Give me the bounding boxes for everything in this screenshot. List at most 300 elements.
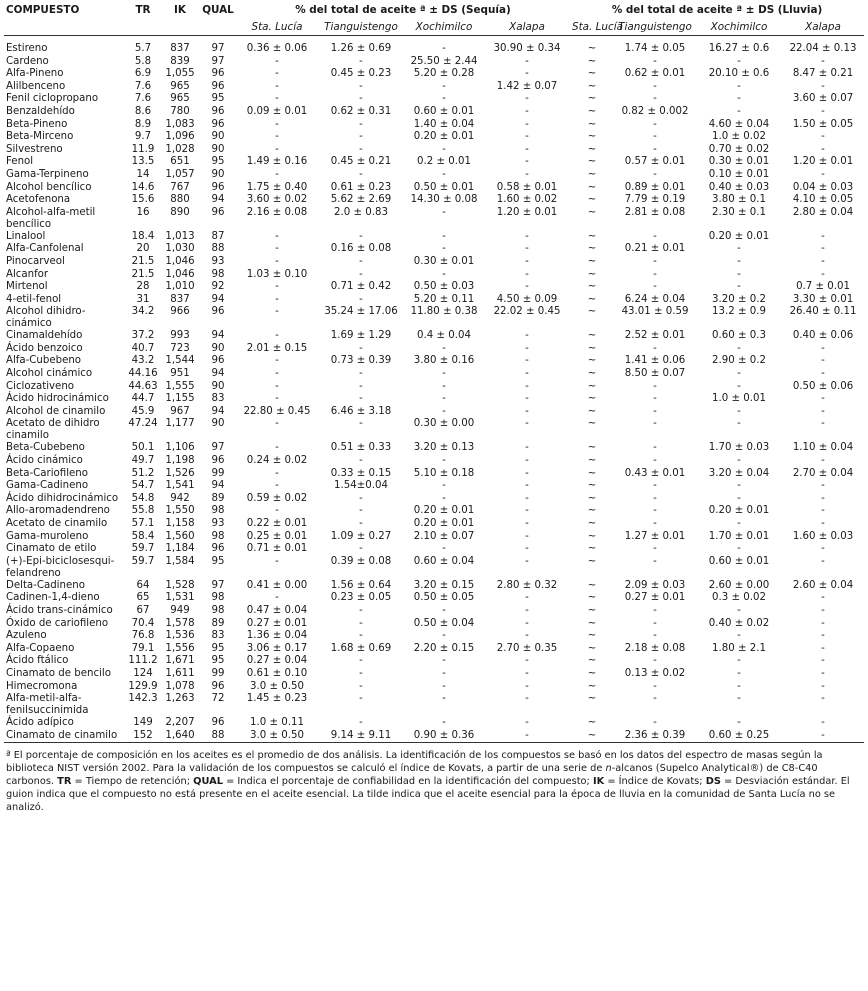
- cell-drought-xalapa: -: [525, 492, 529, 504]
- cell-rain-tianguistengo: -: [653, 630, 657, 642]
- cell-rain-sta-lucia: ~: [587, 181, 597, 193]
- cell-tr: 6.9: [134, 68, 152, 80]
- footnote-text: = Desviación estándar. El guion indica que el compuesto no está presente en el aceite esencial. La tilde indica que el aceite esencial para la época de lluvia en la comunidad de Santa Lucía no se analizó.: [6, 776, 850, 813]
- cell-rain-sta-lucia: ~: [587, 342, 597, 354]
- table-row: [4, 556, 864, 580]
- cell-drought-xochimilco: -: [442, 543, 446, 555]
- table-row: [4, 169, 864, 182]
- cell-tr: 59.7: [131, 555, 155, 567]
- cell-ik: 1,055: [165, 68, 195, 80]
- cell-drought-xalapa: -: [525, 168, 529, 180]
- cell-compound: Fenil ciclopropano: [6, 93, 99, 105]
- cell-rain-xochimilco: 13.2 ± 0.9: [712, 306, 766, 318]
- cell-drought-xalapa: -: [525, 393, 529, 405]
- table-row: [4, 207, 864, 231]
- cell-rain-xalapa: -: [821, 680, 825, 692]
- cell-drought-tianguistengo: 1.68 ± 0.69: [330, 642, 392, 654]
- cell-drought-tianguistengo: 0.16 ± 0.08: [330, 243, 392, 255]
- cell-rain-xalapa: -: [821, 80, 825, 92]
- cell-ik: 1,046: [165, 268, 195, 280]
- cell-qual: 96: [211, 118, 225, 130]
- cell-compound: Silvestreno: [6, 143, 63, 155]
- cell-qual: 92: [211, 281, 225, 293]
- cell-rain-tianguistengo: -: [653, 717, 657, 729]
- cell-compound: Ácido hidrocinámico: [6, 393, 109, 405]
- cell-ik: 1,078: [165, 680, 195, 692]
- cell-drought-xochimilco: -: [442, 268, 446, 280]
- cell-rain-tianguistengo: -: [653, 393, 657, 405]
- cell-drought-tianguistengo: -: [359, 617, 363, 629]
- cell-drought-sta-lucia: -: [275, 143, 279, 155]
- table-row: [4, 269, 864, 282]
- table-row: [4, 605, 864, 618]
- cell-drought-sta-lucia: 1.36 ± 0.04: [246, 630, 308, 642]
- cell-drought-tianguistengo: -: [359, 543, 363, 555]
- cell-rain-xochimilco: 1.70 ± 0.01: [708, 530, 770, 542]
- cell-rain-xochimilco: -: [737, 693, 741, 705]
- table-row: [4, 381, 864, 394]
- cell-drought-xalapa: 2.70 ± 0.35: [496, 642, 558, 654]
- cell-drought-sta-lucia: 0.22 ± 0.01: [246, 518, 308, 529]
- cell-qual: 90: [211, 131, 225, 143]
- cell-drought-xalapa: -: [525, 555, 529, 567]
- cell-compound: Benzaldehído: [6, 105, 75, 117]
- cell-compound: Acetofenona: [6, 194, 71, 206]
- cell-ik: 1,640: [165, 729, 195, 741]
- cell-qual: 90: [211, 168, 225, 180]
- cell-drought-xalapa: -: [525, 243, 529, 255]
- cell-drought-sta-lucia: 0.09 ± 0.01: [246, 105, 308, 117]
- cell-rain-xalapa: -: [821, 168, 825, 180]
- cell-drought-xochimilco: 5.20 ± 0.11: [413, 293, 475, 305]
- footnote-abbr-ik: IK: [592, 776, 605, 787]
- cell-drought-xochimilco: -: [442, 380, 446, 392]
- cell-drought-xalapa: 30.90 ± 0.34: [493, 43, 561, 54]
- compounds-table: [4, 4, 864, 743]
- cell-tr: 79.1: [131, 642, 155, 654]
- cell-drought-xochimilco: 14.30 ± 0.08: [410, 194, 478, 206]
- cell-rain-sta-lucia: ~: [587, 630, 597, 642]
- header-compound: COMPUESTO: [6, 4, 80, 16]
- cell-drought-xalapa: -: [525, 268, 529, 280]
- table-row: [4, 119, 864, 132]
- table-row: [4, 531, 864, 544]
- cell-qual: 98: [211, 505, 225, 517]
- cell-qual: 95: [211, 555, 225, 567]
- cell-rain-xalapa: -: [821, 604, 825, 616]
- cell-drought-xochimilco: 0.2 ± 0.01: [417, 156, 471, 168]
- cell-ik: 1,526: [165, 467, 195, 479]
- cell-rain-xochimilco: -: [737, 380, 741, 392]
- header-ik: IK: [174, 4, 186, 16]
- cell-rain-sta-lucia: ~: [587, 467, 597, 479]
- cell-ik: 1,057: [165, 168, 195, 180]
- footnote-text: -alcanos (Supelco Analytical®) de C8-C40 carbonos.: [6, 763, 818, 787]
- cell-drought-sta-lucia: -: [275, 393, 279, 405]
- table-row: [4, 580, 864, 593]
- cell-drought-xalapa: -: [525, 55, 529, 67]
- cell-drought-sta-lucia: -: [275, 118, 279, 130]
- cell-drought-xalapa: -: [525, 342, 529, 354]
- cell-rain-xochimilco: 1.70 ± 0.03: [708, 442, 770, 454]
- cell-rain-xalapa: -: [821, 555, 825, 567]
- cell-rain-sta-lucia: ~: [587, 680, 597, 692]
- cell-drought-xalapa: -: [525, 230, 529, 242]
- cell-drought-tianguistengo: 2.0 ± 0.83: [334, 206, 388, 218]
- cell-tr: 59.7: [131, 543, 155, 555]
- cell-rain-xalapa: 4.10 ± 0.05: [792, 194, 854, 206]
- cell-drought-tianguistengo: 0.39 ± 0.08: [330, 555, 392, 567]
- cell-tr: 8.6: [134, 105, 152, 117]
- table-row: [4, 543, 864, 556]
- cell-drought-sta-lucia: -: [275, 330, 279, 342]
- table-body: [4, 36, 864, 743]
- cell-drought-tianguistengo: -: [359, 93, 363, 105]
- cell-rain-xochimilco: -: [737, 418, 741, 430]
- cell-tr: 34.2: [131, 306, 155, 318]
- cell-rain-tianguistengo: -: [653, 480, 657, 492]
- cell-rain-sta-lucia: ~: [587, 717, 597, 729]
- cell-drought-xochimilco: -: [442, 630, 446, 642]
- cell-drought-xochimilco: 11.80 ± 0.38: [410, 306, 478, 318]
- cell-drought-xochimilco: -: [442, 93, 446, 105]
- cell-rain-xalapa: 0.7 ± 0.01: [796, 281, 850, 293]
- cell-rain-xochimilco: 0.20 ± 0.01: [708, 230, 770, 242]
- table-row: [4, 668, 864, 681]
- cell-drought-xochimilco: 3.80 ± 0.16: [413, 355, 475, 367]
- cell-drought-xochimilco: -: [442, 43, 446, 54]
- header-locality: Sta. Lucía: [251, 21, 303, 33]
- cell-compound: Beta-Cariofileno: [6, 467, 88, 479]
- cell-qual: 95: [211, 93, 225, 105]
- cell-drought-sta-lucia: -: [275, 80, 279, 92]
- cell-rain-sta-lucia: ~: [587, 518, 597, 529]
- cell-rain-xalapa: -: [821, 543, 825, 555]
- cell-ik: 1,560: [165, 530, 195, 542]
- cell-rain-sta-lucia: ~: [587, 156, 597, 168]
- cell-ik: 839: [170, 55, 190, 67]
- cell-rain-sta-lucia: ~: [587, 455, 597, 467]
- cell-rain-xochimilco: -: [737, 717, 741, 729]
- cell-qual: 96: [211, 455, 225, 467]
- cell-drought-xalapa: -: [525, 330, 529, 342]
- cell-drought-tianguistengo: -: [359, 655, 363, 667]
- cell-rain-xochimilco: -: [737, 93, 741, 105]
- cell-drought-xochimilco: -: [442, 168, 446, 180]
- cell-drought-xalapa: -: [525, 518, 529, 529]
- cell-drought-tianguistengo: -: [359, 455, 363, 467]
- cell-qual: 83: [211, 630, 225, 642]
- cell-ik: 1,555: [165, 380, 195, 392]
- cell-rain-tianguistengo: -: [653, 617, 657, 629]
- cell-qual: 94: [211, 405, 225, 417]
- cell-ik: 2,207: [165, 717, 195, 729]
- cell-tr: 54.7: [131, 480, 155, 492]
- cell-drought-xochimilco: 0.20 ± 0.01: [413, 505, 475, 517]
- cell-ik: 890: [170, 206, 190, 218]
- cell-tr: 65: [136, 592, 150, 604]
- cell-rain-sta-lucia: ~: [587, 194, 597, 206]
- cell-drought-sta-lucia: 0.71 ± 0.01: [246, 543, 308, 555]
- cell-tr: 5.7: [134, 43, 152, 54]
- cell-rain-xalapa: -: [821, 393, 825, 405]
- cell-drought-xalapa: -: [525, 68, 529, 80]
- cell-compound: Allo-aromadendreno: [6, 505, 110, 517]
- cell-drought-xochimilco: -: [442, 342, 446, 354]
- cell-rain-xochimilco: 16.27 ± 0.6: [708, 43, 770, 54]
- table-row: [4, 681, 864, 694]
- cell-tr: 152: [133, 729, 153, 741]
- cell-rain-tianguistengo: 0.82 ± 0.002: [621, 105, 689, 117]
- cell-rain-sta-lucia: ~: [587, 330, 597, 342]
- cell-drought-tianguistengo: 0.62 ± 0.31: [330, 105, 392, 117]
- cell-qual: 98: [211, 592, 225, 604]
- cell-tr: 21.5: [131, 268, 155, 280]
- cell-drought-xalapa: -: [525, 630, 529, 642]
- cell-rain-tianguistengo: 1.41 ± 0.06: [624, 355, 686, 367]
- cell-drought-xochimilco: 0.30 ± 0.00: [413, 418, 475, 430]
- cell-rain-sta-lucia: ~: [587, 80, 597, 92]
- cell-drought-xochimilco: 5.10 ± 0.18: [413, 467, 475, 479]
- cell-drought-sta-lucia: 3.06 ± 0.17: [246, 642, 308, 654]
- cell-rain-xochimilco: 2.60 ± 0.00: [708, 579, 770, 591]
- cell-rain-sta-lucia: ~: [587, 393, 597, 405]
- cell-rain-tianguistengo: -: [653, 342, 657, 354]
- cell-tr: 50.1: [131, 442, 155, 454]
- cell-drought-xalapa: -: [525, 93, 529, 105]
- cell-qual: 94: [211, 368, 225, 380]
- cell-qual: 97: [211, 55, 225, 67]
- cell-rain-xochimilco: 2.90 ± 0.2: [712, 355, 766, 367]
- cell-drought-xochimilco: 1.40 ± 0.04: [413, 118, 475, 130]
- cell-rain-xochimilco: 0.10 ± 0.01: [708, 168, 770, 180]
- cell-qual: 99: [211, 467, 225, 479]
- cell-drought-tianguistengo: -: [359, 342, 363, 354]
- cell-drought-xochimilco: -: [442, 680, 446, 692]
- cell-drought-sta-lucia: -: [275, 418, 279, 430]
- cell-ik: 965: [170, 93, 190, 105]
- cell-drought-xochimilco: 0.50 ± 0.05: [413, 592, 475, 604]
- cell-compound: Beta-Pineno: [6, 118, 68, 130]
- table-row: [4, 630, 864, 643]
- cell-qual: 96: [211, 355, 225, 367]
- cell-rain-xochimilco: -: [737, 518, 741, 529]
- cell-rain-xochimilco: -: [737, 680, 741, 692]
- cell-qual: 90: [211, 342, 225, 354]
- cell-drought-sta-lucia: -: [275, 281, 279, 293]
- table-row: [4, 442, 864, 455]
- cell-rain-xochimilco: 0.3 ± 0.02: [712, 592, 766, 604]
- cell-tr: 8.9: [134, 118, 152, 130]
- cell-rain-tianguistengo: 0.21 ± 0.01: [624, 243, 686, 255]
- cell-rain-xalapa: 0.04 ± 0.03: [792, 181, 854, 193]
- cell-rain-xalapa: 26.40 ± 0.11: [789, 306, 857, 318]
- cell-ik: 1,671: [165, 655, 195, 667]
- cell-compound: Alfa-Cubebeno: [6, 355, 82, 367]
- cell-qual: 96: [211, 680, 225, 692]
- cell-rain-xochimilco: -: [737, 281, 741, 293]
- cell-drought-sta-lucia: 2.01 ± 0.15: [246, 342, 308, 354]
- table-row: [4, 455, 864, 468]
- cell-compound: Acetato de dihidro cinamilo: [6, 418, 100, 442]
- cell-tr: 57.1: [131, 518, 155, 529]
- cell-rain-sta-lucia: ~: [587, 368, 597, 380]
- cell-rain-tianguistengo: -: [653, 442, 657, 454]
- cell-ik: 880: [170, 194, 190, 206]
- table-row: [4, 368, 864, 381]
- cell-compound: Ácido benzoico: [6, 342, 83, 354]
- table-row: [4, 43, 864, 56]
- cell-rain-sta-lucia: ~: [587, 293, 597, 305]
- cell-rain-tianguistengo: -: [653, 418, 657, 430]
- header-tr: TR: [135, 4, 151, 16]
- cell-rain-sta-lucia: ~: [587, 729, 597, 741]
- cell-drought-xalapa: -: [525, 604, 529, 616]
- cell-drought-sta-lucia: 1.49 ± 0.16: [246, 156, 308, 168]
- cell-rain-xochimilco: 0.20 ± 0.01: [708, 505, 770, 517]
- cell-rain-xochimilco: -: [737, 55, 741, 67]
- cell-rain-xalapa: 1.60 ± 0.03: [792, 530, 854, 542]
- cell-drought-tianguistengo: -: [359, 693, 363, 705]
- cell-rain-xalapa: -: [821, 131, 825, 143]
- cell-rain-xalapa: 2.70 ± 0.04: [792, 467, 854, 479]
- table-row: [4, 131, 864, 144]
- cell-rain-tianguistengo: 0.89 ± 0.01: [624, 181, 686, 193]
- footnote-italic: n: [605, 763, 612, 774]
- cell-rain-xalapa: -: [821, 418, 825, 430]
- cell-rain-xalapa: -: [821, 655, 825, 667]
- cell-drought-xalapa: -: [525, 592, 529, 604]
- cell-ik: 1,155: [165, 393, 195, 405]
- cell-drought-tianguistengo: 6.46 ± 3.18: [330, 405, 392, 417]
- cell-rain-tianguistengo: 0.13 ± 0.02: [624, 667, 686, 679]
- table-row: [4, 343, 864, 356]
- cell-rain-xalapa: 2.80 ± 0.04: [792, 206, 854, 218]
- cell-rain-sta-lucia: ~: [587, 105, 597, 117]
- cell-qual: 96: [211, 68, 225, 80]
- cell-drought-tianguistengo: 9.14 ± 9.11: [330, 729, 392, 741]
- cell-drought-sta-lucia: -: [275, 168, 279, 180]
- cell-rain-tianguistengo: -: [653, 405, 657, 417]
- cell-ik: 1,010: [165, 281, 195, 293]
- cell-ik: 1,030: [165, 243, 195, 255]
- cell-drought-tianguistengo: -: [359, 492, 363, 504]
- cell-drought-sta-lucia: 3.0 ± 0.50: [250, 729, 304, 741]
- cell-ik: 1,158: [165, 518, 195, 529]
- cell-rain-tianguistengo: 7.79 ± 0.19: [624, 194, 686, 206]
- cell-rain-xochimilco: -: [737, 255, 741, 267]
- cell-drought-xochimilco: 2.10 ± 0.07: [413, 530, 475, 542]
- cell-drought-xalapa: -: [525, 418, 529, 430]
- cell-rain-tianguistengo: -: [653, 168, 657, 180]
- cell-rain-tianguistengo: 2.52 ± 0.01: [624, 330, 686, 342]
- cell-qual: 97: [211, 442, 225, 454]
- cell-drought-tianguistengo: -: [359, 143, 363, 155]
- cell-tr: 55.8: [131, 505, 155, 517]
- cell-drought-xochimilco: 0.60 ± 0.01: [413, 105, 475, 117]
- cell-compound: Fenol: [6, 156, 34, 168]
- cell-drought-xochimilco: -: [442, 455, 446, 467]
- cell-rain-sta-lucia: ~: [587, 617, 597, 629]
- cell-compound: Alcohol dihidro-cinámico: [6, 306, 86, 330]
- cell-drought-xalapa: -: [525, 505, 529, 517]
- cell-ik: 1,106: [165, 442, 195, 454]
- cell-rain-xalapa: -: [821, 268, 825, 280]
- cell-drought-xochimilco: 0.90 ± 0.36: [413, 729, 475, 741]
- cell-compound: Cinamato de bencilo: [6, 667, 111, 679]
- cell-drought-xochimilco: -: [442, 206, 446, 218]
- cell-drought-tianguistengo: 35.24 ± 17.06: [324, 306, 398, 318]
- cell-rain-sta-lucia: ~: [587, 442, 597, 454]
- cell-ik: 949: [170, 604, 190, 616]
- cell-qual: 93: [211, 255, 225, 267]
- cell-rain-sta-lucia: ~: [587, 405, 597, 417]
- cell-rain-sta-lucia: ~: [587, 579, 597, 591]
- header-locality: Xochimilco: [710, 21, 768, 33]
- table-row: [4, 306, 864, 330]
- header-locality: Tianguistengo: [324, 21, 398, 33]
- cell-rain-xochimilco: -: [737, 492, 741, 504]
- cell-tr: 40.7: [131, 342, 155, 354]
- cell-rain-sta-lucia: ~: [587, 655, 597, 667]
- cell-compound: Ácido ftálico: [6, 655, 69, 667]
- cell-drought-xochimilco: 0.30 ± 0.01: [413, 255, 475, 267]
- cell-rain-tianguistengo: 1.27 ± 0.01: [624, 530, 686, 542]
- cell-tr: 58.4: [131, 530, 155, 542]
- cell-ik: 1,198: [165, 455, 195, 467]
- cell-ik: 837: [170, 293, 190, 305]
- cell-rain-sta-lucia: ~: [587, 667, 597, 679]
- cell-drought-xalapa: -: [525, 255, 529, 267]
- cell-drought-xalapa: -: [525, 368, 529, 380]
- cell-qual: 96: [211, 105, 225, 117]
- cell-drought-sta-lucia: -: [275, 68, 279, 80]
- cell-drought-xalapa: 22.02 ± 0.45: [493, 306, 561, 318]
- cell-rain-xalapa: -: [821, 143, 825, 155]
- cell-tr: 16: [136, 206, 150, 218]
- cell-drought-xochimilco: 5.20 ± 0.28: [413, 68, 475, 80]
- cell-rain-xalapa: 1.20 ± 0.01: [792, 156, 854, 168]
- cell-tr: 5.8: [134, 55, 152, 67]
- cell-rain-xochimilco: -: [737, 455, 741, 467]
- cell-rain-xochimilco: 3.20 ± 0.04: [708, 467, 770, 479]
- cell-drought-xalapa: -: [525, 717, 529, 729]
- table-row: [4, 468, 864, 481]
- cell-drought-xalapa: -: [525, 156, 529, 168]
- cell-rain-xalapa: -: [821, 505, 825, 517]
- footnote: [6, 749, 862, 814]
- cell-rain-sta-lucia: ~: [587, 68, 597, 80]
- table-row: [4, 643, 864, 656]
- cell-tr: 64: [136, 579, 150, 591]
- cell-drought-sta-lucia: -: [275, 93, 279, 105]
- cell-compound: Cinamaldehído: [6, 330, 83, 342]
- cell-rain-sta-lucia: ~: [587, 530, 597, 542]
- cell-rain-sta-lucia: ~: [587, 355, 597, 367]
- footnote-abbr-qual: QUAL: [193, 776, 223, 787]
- cell-rain-sta-lucia: ~: [587, 306, 597, 318]
- cell-ik: 1,611: [165, 667, 195, 679]
- cell-drought-tianguistengo: -: [359, 604, 363, 616]
- cell-compound: Gama-Cadineno: [6, 480, 89, 492]
- cell-drought-xalapa: 1.42 ± 0.07: [496, 80, 558, 92]
- cell-rain-xalapa: 3.60 ± 0.07: [792, 93, 854, 105]
- header-locality: Tianguistengo: [618, 21, 692, 33]
- cell-compound: Acetato de cinamilo: [6, 518, 108, 529]
- cell-rain-xochimilco: 20.10 ± 0.6: [708, 68, 770, 80]
- cell-drought-tianguistengo: -: [359, 667, 363, 679]
- table-row: [4, 355, 864, 368]
